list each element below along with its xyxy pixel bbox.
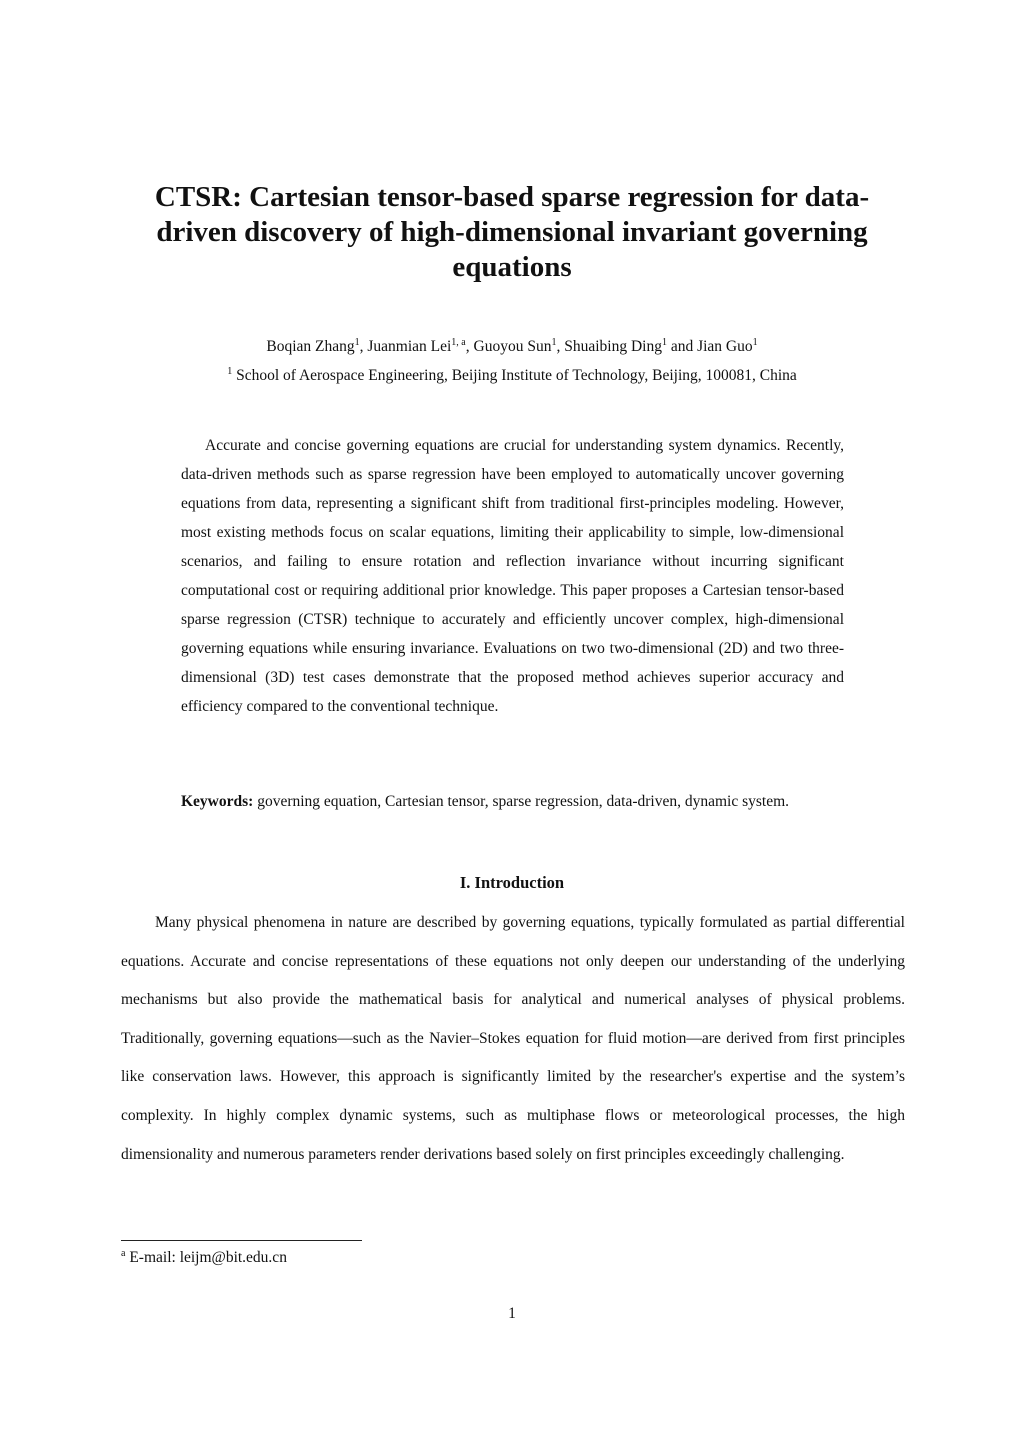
footnote-mark: a [121, 1247, 126, 1259]
keywords [181, 792, 881, 812]
keywords-label: Keywords: [181, 793, 254, 810]
affiliation-text: School of Aerospace Engineering, Beijing Institute of Technology, Beijing, 100081, China [236, 367, 797, 384]
author-separator: , [465, 338, 474, 355]
footnote [121, 1248, 287, 1268]
author-affiliation-mark: 1 [551, 336, 557, 348]
affiliation-mark: 1 [227, 365, 233, 377]
keywords-text: governing equation, Cartesian tensor, sparse regression, data-driven, dynamic system. [257, 793, 790, 810]
footnote-divider [121, 1240, 362, 1241]
author-name: Jian Guo [697, 338, 753, 355]
author-affiliation-mark: 1 [354, 336, 360, 348]
title-line-3: equations [452, 251, 572, 283]
section-heading: I. Introduction [459, 873, 565, 892]
author-separator: , [359, 338, 368, 355]
author-separator: and [666, 338, 698, 355]
author-separator: , [556, 338, 565, 355]
author-name: Boqian Zhang [266, 338, 355, 355]
author-name: Guoyou Sun [473, 338, 552, 355]
abstract: Accurate and concise governing equations are crucial for understanding system dynamics. Recently, data-driven methods such as sparse regression have been employed to automatically uncover governing equations from data, representing a significant shift from traditional first-principles modeling. However, most existing methods focus on scalar equations, limiting their applicability to simple, low-dimensional scenarios, and failing to ensure rotation and reflection invariance without incurring significant computational cost or requiring additional prior knowledge. This paper proposes a Cartesian tensor-based sparse regression (CTSR) technique to accurately and efficiently uncover complex, high-dimensional governing equations while ensuring invariance. Evaluations on two two-dimensional (2D) and two three-dimensional (3D) test cases demonstrate that the proposed method achieves superior accuracy and efficiency compared to the conventional technique. [181, 437, 844, 715]
footnote-email: E-mail: leijm@bit.edu.cn [129, 1249, 287, 1266]
author-name: Juanmian Lei [367, 338, 452, 355]
paper-title [100, 180, 924, 285]
introduction-paragraph: Many physical phenomena in nature are described by governing equations, typically formulated as partial differential equations. Accurate and concise representations of these equations not only deepen our understanding of the underlying mechanisms but also provide the mathematical basis for analytical and numerical analyses of physical problems. Traditionally, governing equations—such as the Navier–Stokes equation for fluid motion—are derived from first principles like conservation laws. However, this approach is significantly limited by the researcher's expertise and the system’s complexity. In highly complex dynamic systems, such as multiphase flows or meteorological processes, the high dimensionality and numerous parameters render derivations based solely on first principles exceedingly challenging. [121, 914, 905, 1163]
author-affiliation-mark: 1, a [451, 336, 466, 348]
author-affiliation-mark: 1 [661, 336, 667, 348]
author-list [0, 337, 1024, 357]
affiliation [0, 366, 1024, 386]
title-line-1: CTSR: Cartesian tensor-based sparse regression for data- [154, 181, 870, 213]
author-affiliation-mark: 1 [752, 336, 758, 348]
page-number: 1 [508, 1305, 516, 1322]
author-name: Shuaibing Ding [564, 338, 662, 355]
title-line-2: driven discovery of high-dimensional invariant governing [156, 216, 868, 248]
